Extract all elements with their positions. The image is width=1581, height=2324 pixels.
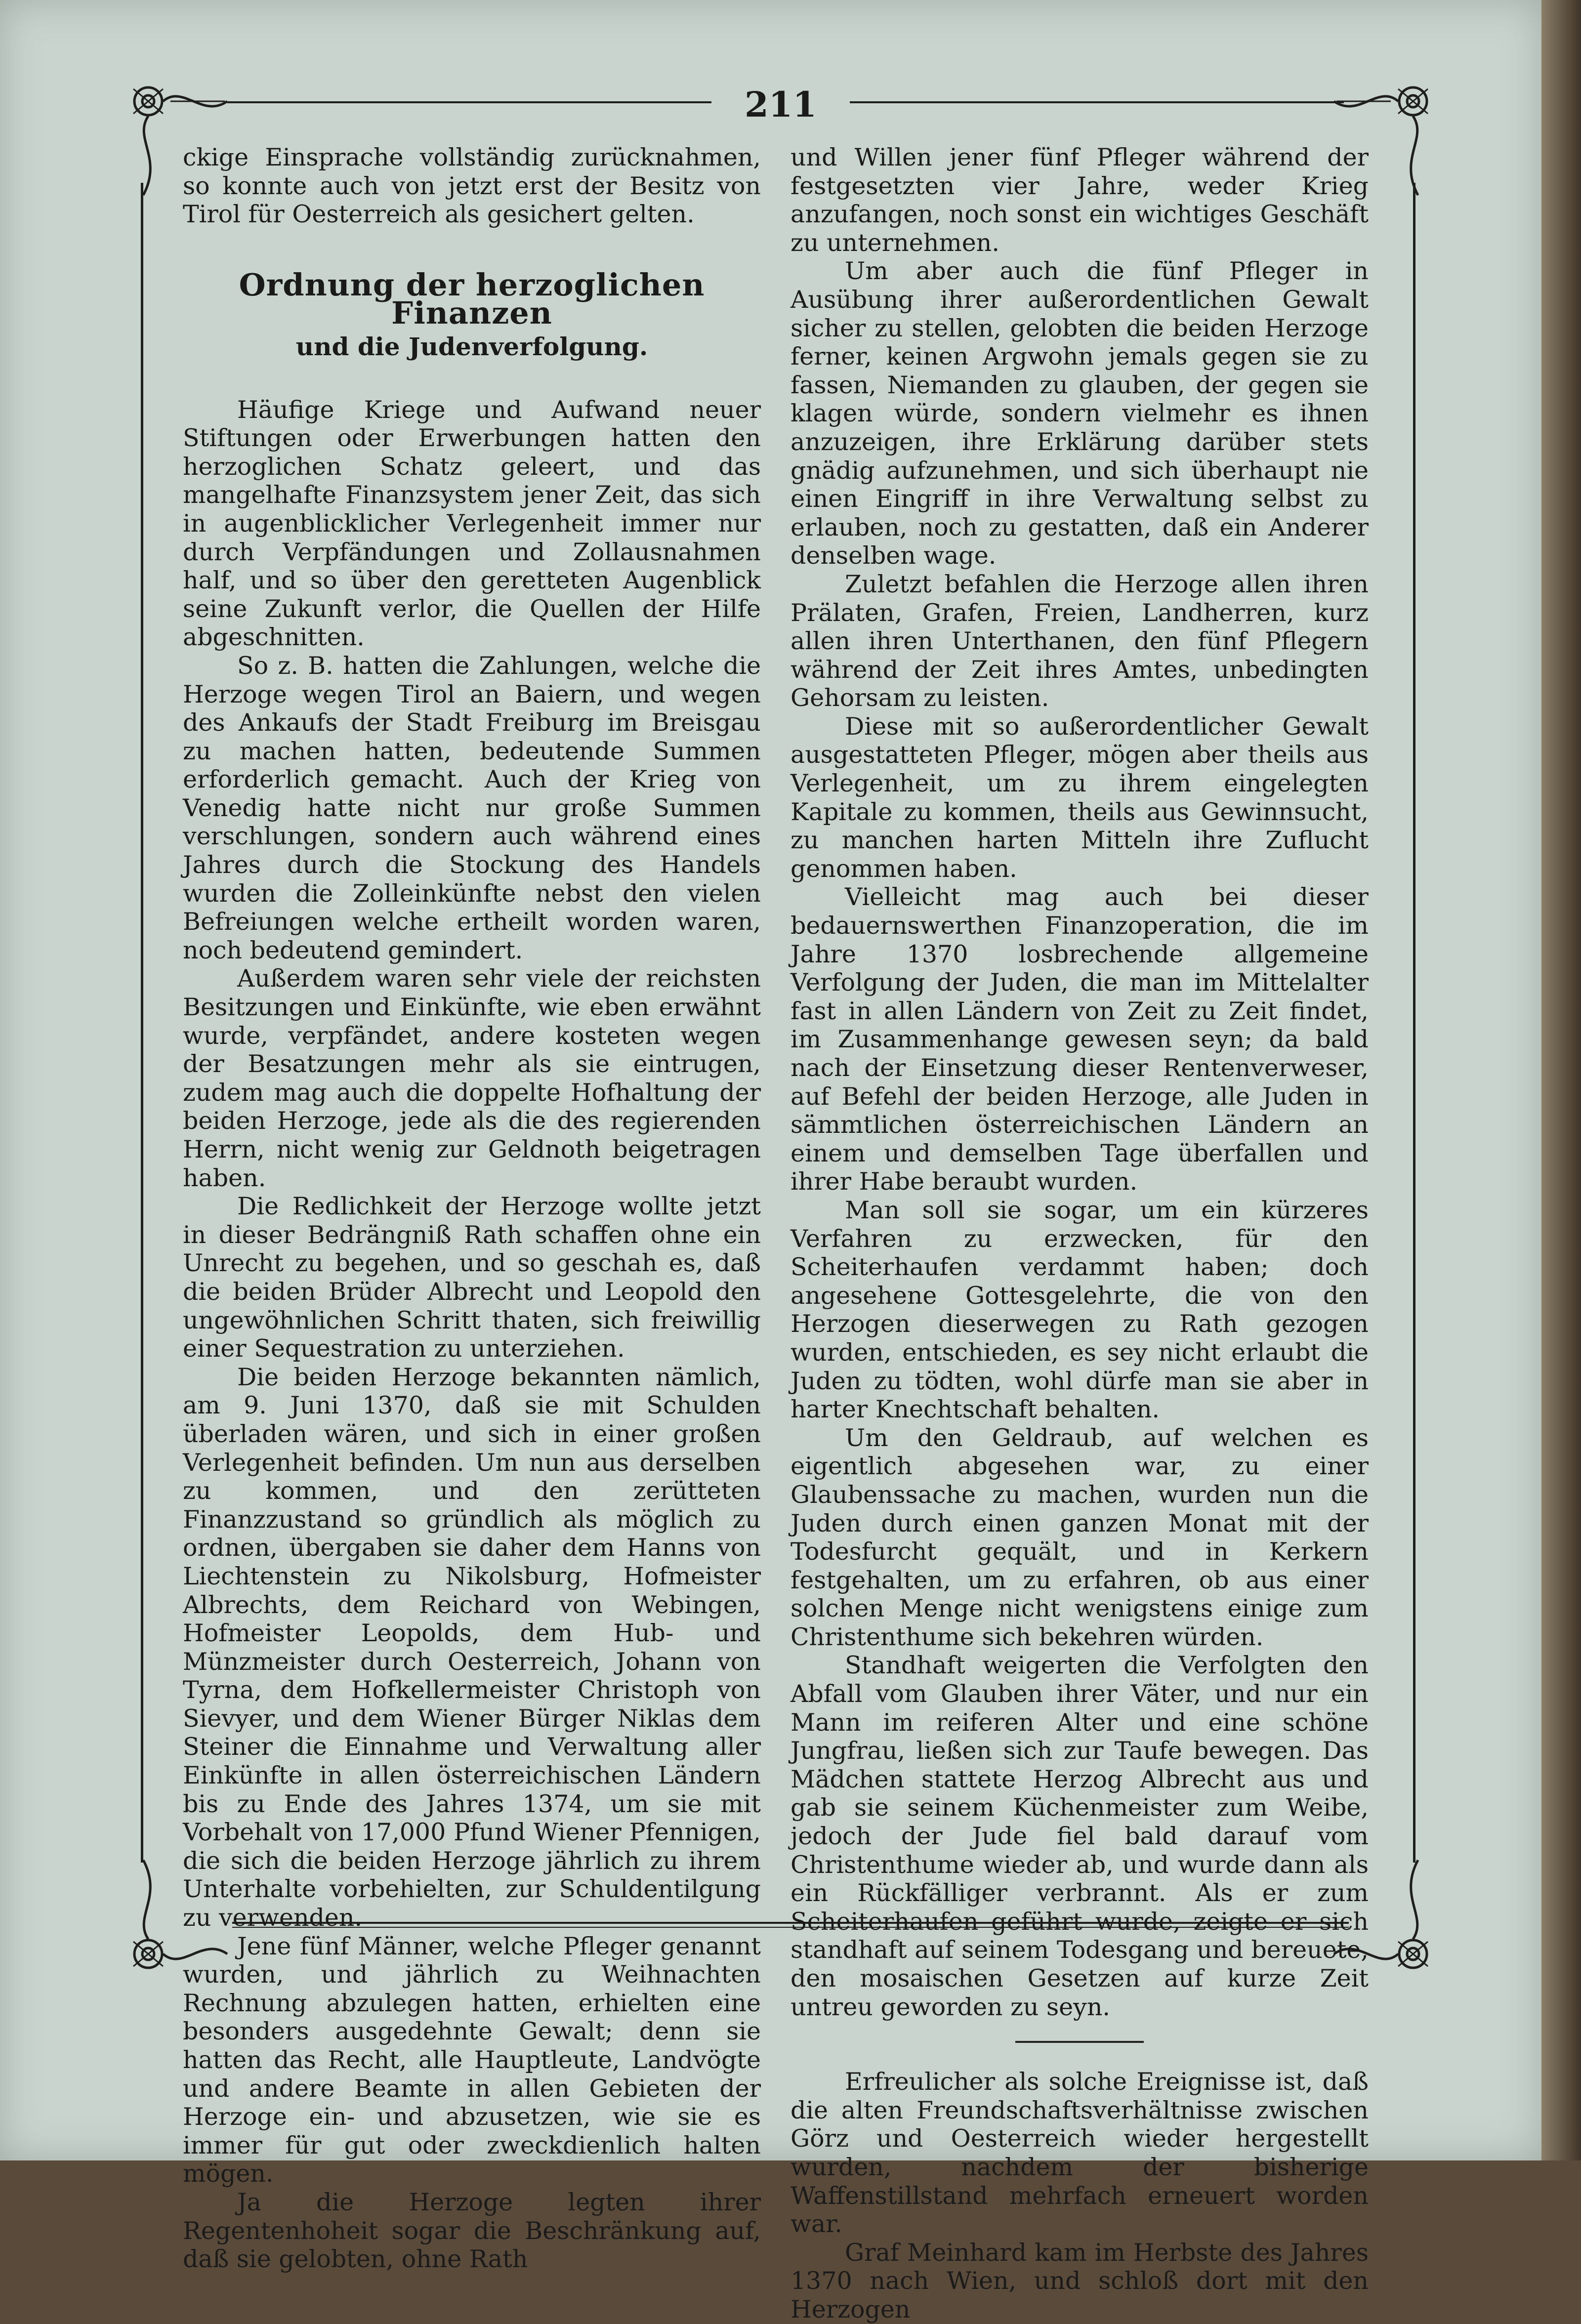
section-heading: Ordnung der herzoglichen Finanzen [239,266,705,332]
paragraph: Außerdem waren sehr viele der reichsten Besitzungen und Einkünfte, wie eben erwähnt wurde, verpfändet, andere kosteten wegen der Besatzungen mehr als sie eintrugen, zudem mag auch die doppelte Hofhaltung der beiden Herzoge, jede als die des regierenden Herrn, nicht wenig zur Geldnoth beigetragen haben. [183,964,761,1192]
continued-paragraph: ckige Einsprache vollständig zurücknahmen, so konnte auch von jetzt erst der Besitz von Tirol für Oesterreich als gesichert gelten. [183,143,761,229]
paragraph: Graf Meinhard kam im Herbste des Jahres 1370 nach Wien, und schloß dort mit den Herzogen [790,2238,1369,2324]
frame-left-rule [141,183,143,1863]
paragraph: Standhaft weigerten die Verfolgten den Abfall vom Glauben ihrer Väter, und nur ein Mann im reiferen Alter und eine schöne Jungfrau, ließen sich zur Taufe bewegen. Das Mädchen stattete Herzog Albrecht aus und gab sie seinem Küchenmeister zum Weibe, jedoch der Jude fiel bald darauf vom Christenthume wieder ab, und wurde dann als ein Rückfälliger verbrannt. Als er zum Scheiterhaufen geführt wurde, zeigte er sich standhaft auf seinem Todesgang und bereuete, den mosaischen Gesetzen auf kurze Zeit untreu geworden zu seyn. [790,1651,1369,2021]
paragraph: Zuletzt befahlen die Herzoge allen ihren Prälaten, Grafen, Freien, Landherren, kurz allen ihren Unterthanen, den fünf Pflegern während der Zeit ihres Amtes, unbedingten Gehorsam zu leisten. [790,570,1369,712]
paragraph: Um den Geldraub, auf welchen es eigentlich abgesehen war, zu einer Glaubenssache zu machen, wurden nun die Juden durch einen ganzen Monat mit der Todesfurcht gequält, und in Kerkern festgehalten, um zu erfahren, ob aus einer solchen Menge nicht wenigstens einige zum Christenthume sich bekehren würden. [790,1423,1369,1651]
continued-paragraph: und Willen jener fünf Pfleger während der festgesetzten vier Jahre, weder Krieg anzufangen, noch sonst ein wichtiges Geschäft zu unternehmen. [790,143,1369,257]
paragraph: Die beiden Herzoge bekannten nämlich, am 9. Juni 1370, daß sie mit Schulden überladen wären, und sich in einer großen Verlegenheit befinden. Um nun aus derselben zu kommen, und den zerütteten Finanzzustand so gründlich als möglich zu ordnen, übergaben sie daher dem Hanns von Liechtenstein zu Nikolsburg, Hofmeister Albrechts, dem Reichard von Webingen, Hofmeister Leopolds, dem Hub- und Münzmeister durch Oesterreich, Johann von Tyrna, dem Hofkellermeister Christoph von Sievyer, und dem Wiener Bürger Niklas dem Steiner die Einnahme und Verwaltung aller Einkünfte in allen österreichischen Ländern bis zu Ende des Jahres 1374, um sie mit Vorbehalt von 17,000 Pfund Wiener Pfennigen, die sich die beiden Herzoge jährlich zu ihrem Unterhalte vorbehielten, zur Schuldentilgung zu verwenden. [183,1363,761,1932]
page-number: 211 [744,84,817,125]
book-edge [1541,0,1581,2160]
paragraph: So z. B. hatten die Zahlungen, welche die Herzoge wegen Tirol an Baiern, und wegen des Ankaufs der Stadt Freiburg im Breisgau zu machen hatten, bedeutende Summen erforderlich gemacht. Auch der Krieg von Venedig hatte nicht nur große Summen verschlungen, sondern auch während eines Jahres durch die Stockung des Handels wurden die Zolleinkünfte nebst den vielen Befreiungen welche ertheilt worden waren, noch bedeutend gemindert. [183,651,761,964]
paragraph: Die Redlichkeit der Herzoge wollte jetzt in dieser Bedrängniß Rath schaffen ohne ein Unrecht zu begehen, und so geschah es, daß die beiden Brüder Albrecht und Leopold den ungewöhnlichen Schritt thaten, sich freiwillig einer Sequestration zu unterziehen. [183,1192,761,1363]
left-column [183,143,761,2274]
paragraph: Erfreulicher als solche Ereignisse ist, daß die alten Freundschaftsverhältnisse zwischen Görz und Oesterreich wieder hergestellt wurden, nachdem der bisherige Waffenstillstand mehrfach erneuert worden war. [790,2068,1369,2239]
frame-right-rule [1413,183,1415,1863]
frame-top-rule-right [850,101,1344,103]
paragraph: Jene fünf Männer, welche Pfleger genannt wurden, und jährlich zu Weihnachten Rechnung abzulegen hatten, erhielten eine besonders ausgedehnte Gewalt; denn sie hatten das Recht, alle Hauptleute, Landvögte und andere Beamte in allen Gebieten der Herzoge ein- und abzusetzen, wie sie es immer für gut oder zweckdienlich halten mögen. [183,1932,761,2188]
paragraph: Diese mit so außerordentlicher Gewalt ausgestatteten Pfleger, mögen aber theils aus Verlegenheit, um zu ihrem eingelegten Kapitale zu kommen, theils aus Gewinnsucht, zu manchen harten Mitteln ihre Zuflucht genommen haben. [790,712,1369,883]
paragraph: Um aber auch die fünf Pfleger in Ausübung ihrer außerordentlichen Gewalt sicher zu stellen, gelobten die beiden Herzoge ferner, keinen Argwohn jemals gegen sie zu fassen, Niemanden zu glauben, der gegen sie klagen würde, sondern vielmehr es ihnen anzuzeigen, ihre Erklärung darüber stets gnädig aufzunehmen, und sich überhaupt nie einen Eingriff in ihre Verwaltung selbst zu erlauben, noch zu gestatten, daß ein Anderer denselben wage. [790,257,1369,570]
right-column [790,143,1369,2324]
paragraph: Man soll sie sogar, um ein kürzeres Verfahren zu erzwecken, für den Scheiterhaufen verdammt haben; doch angesehene Gottesgelehrte, die von den Herzogen dieserwegen zu Rath gezogen wurden, entschieden, es sey nicht erlaubt die Juden zu tödten, wohl dürfe man sie aber in harter Knechtschaft behalten. [790,1196,1369,1424]
paragraph: Ja die Herzoge legten ihrer Regentenhoheit sogar die Beschränkung auf, daß sie gelobten, ohne Rath [183,2188,761,2274]
section-subheading: und die Judenverfolgung. [295,332,648,361]
frame-top-rule [227,101,711,103]
section-separator [1015,2041,1144,2043]
paragraph: Vielleicht mag auch bei dieser bedauernswerthen Finanzoperation, die im Jahre 1370 losbrechende allgemeine Verfolgung der Juden, die man im Mittelalter fast in allen Ländern von Zeit zu Zeit findet, im Zusammenhange gewesen seyn; da bald nach der Einsetzung dieser Rentenverweser, auf Befehl der beiden Herzoge, alle Juden in sämmtlichen österreichischen Ländern an einem und demselben Tage überfallen und ihrer Habe beraubt wurden. [790,883,1369,1196]
paragraph: Häufige Kriege und Aufwand neuer Stiftungen oder Erwerbungen hatten den herzoglichen Schatz geleert, und das mangelhafte Finanzsystem jener Zeit, das sich in augenblicklicher Verlegenheit immer nur durch Verpfändungen und Zollausnahmen half, und so über den geretteten Augenblick seine Zukunft verlor, die Quellen der Hilfe abgeschnitten. [183,395,761,652]
